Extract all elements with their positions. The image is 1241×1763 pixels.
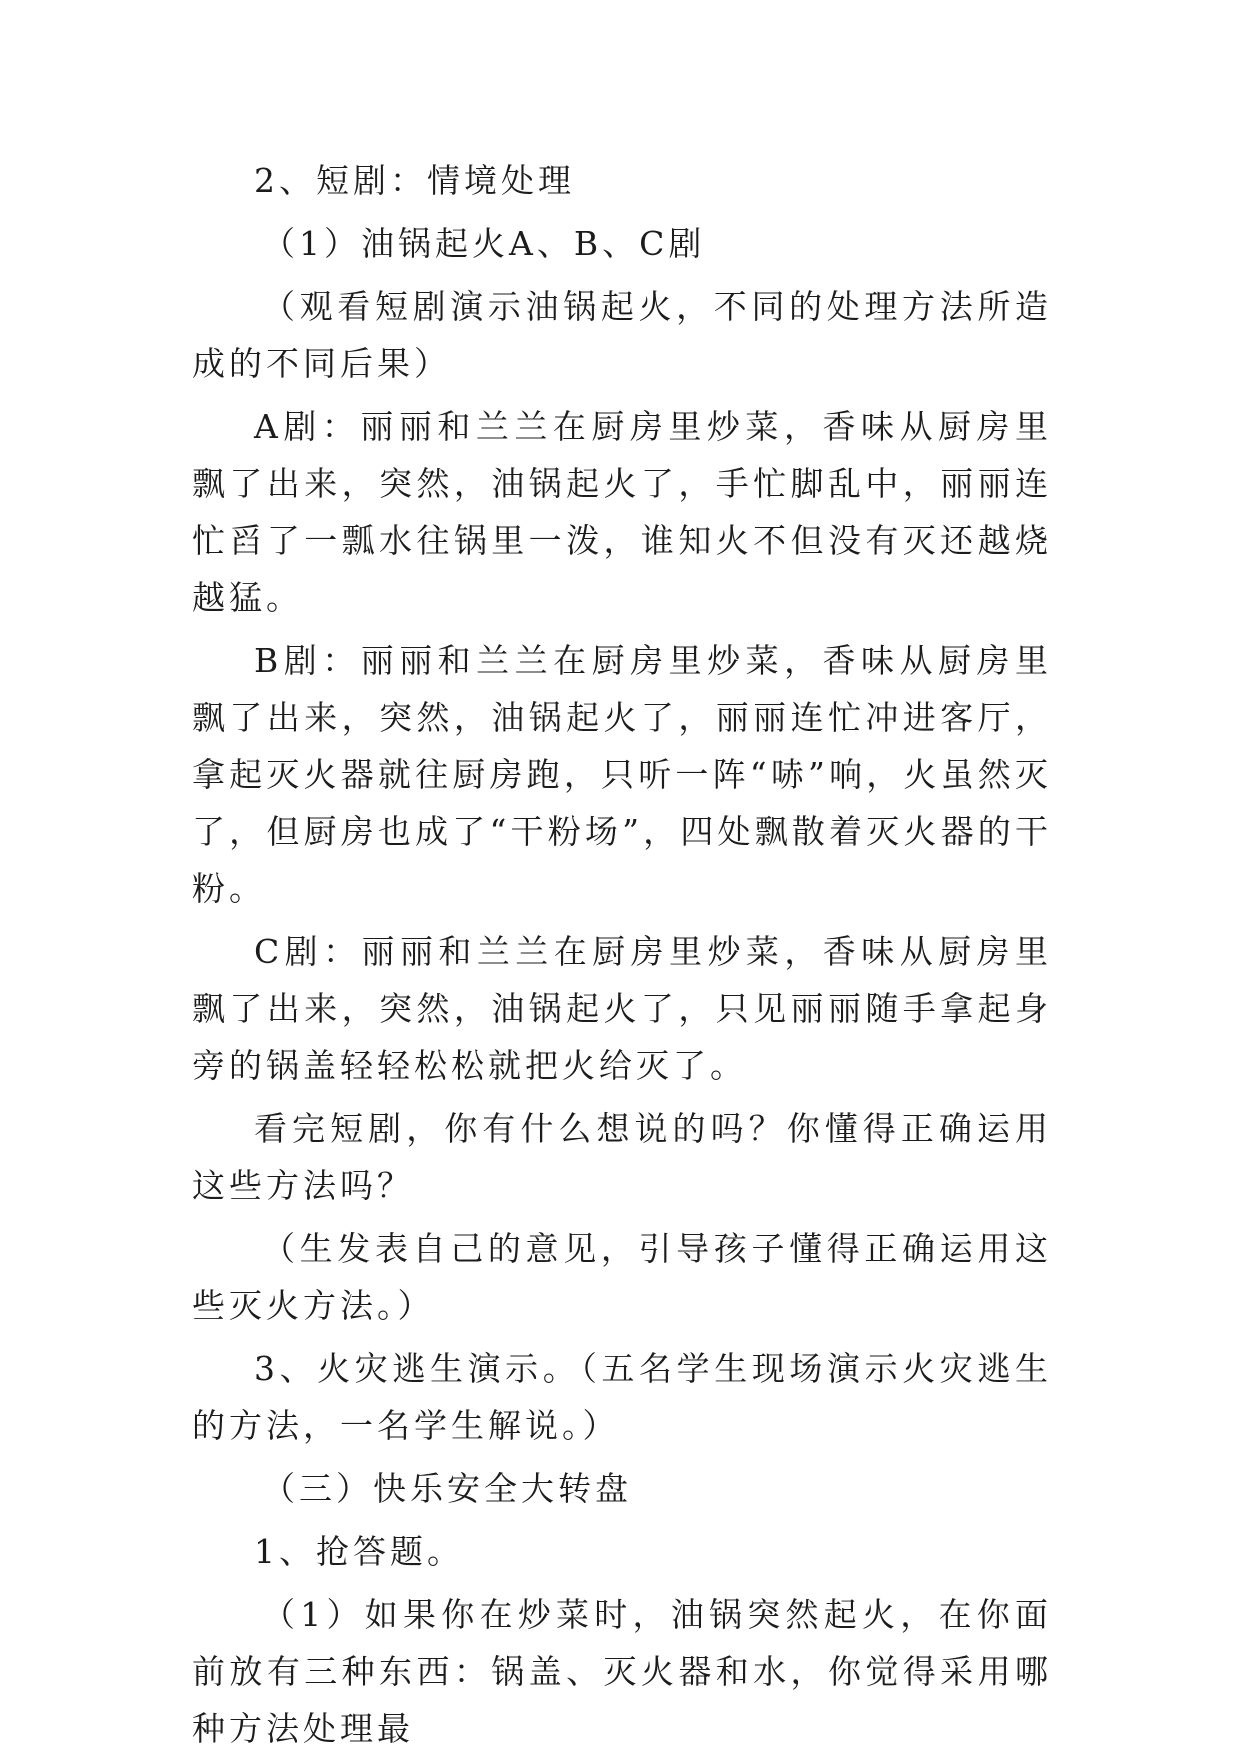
paragraph-quiz-question-1: （1）如果你在炒菜时，油锅突然起火，在你面前放有三种东西：锅盖、灭火器和水，你觉得采用哪种方法处理最	[192, 1595, 1052, 1748]
paragraph-play-b: B剧：丽丽和兰兰在厨房里炒菜，香味从厨房里飘了出来，突然，油锅起火了，丽丽连忙冲进客厅，拿起灭火器就往厨房跑，只听一阵“哧”响，火虽然灭了，但厨房也成了“干粉场”，四处飘散着灭火器的干粉。	[192, 641, 1052, 908]
paragraph-student-opinion: （生发表自己的意见，引导孩子懂得正确运用这些灭火方法。）	[192, 1229, 1052, 1325]
paragraph-watch-play: （观看短剧演示油锅起火，不同的处理方法所造成的不同后果）	[192, 287, 1052, 383]
paragraph-question: 看完短剧，你有什么想说的吗？你懂得正确运用这些方法吗？	[192, 1109, 1052, 1205]
heading-short-play: 2、短剧：情境处理	[254, 161, 575, 200]
paragraph-escape-demo: 3、火灾逃生演示。（五名学生现场演示火灾逃生的方法，一名学生解说。）	[192, 1349, 1052, 1445]
heading-quiz: 1、抢答题。	[254, 1532, 464, 1571]
document-body	[192, 152, 1052, 1763]
paragraph-play-c: C剧：丽丽和兰兰在厨房里炒菜，香味从厨房里飘了出来，突然，油锅起火了，只见丽丽随手拿起身旁的锅盖轻轻松松就把火给灭了。	[192, 932, 1052, 1085]
subheading-oil-pan-fire: （1）油锅起火A、B、C剧	[262, 224, 706, 263]
heading-safety-wheel: （三）快乐安全大转盘	[262, 1469, 632, 1508]
paragraph-play-a: A剧：丽丽和兰兰在厨房里炒菜，香味从厨房里飘了出来，突然，油锅起火了，手忙脚乱中，丽丽连忙舀了一瓢水往锅里一泼，谁知火不但没有灭还越烧越猛。	[192, 407, 1052, 617]
